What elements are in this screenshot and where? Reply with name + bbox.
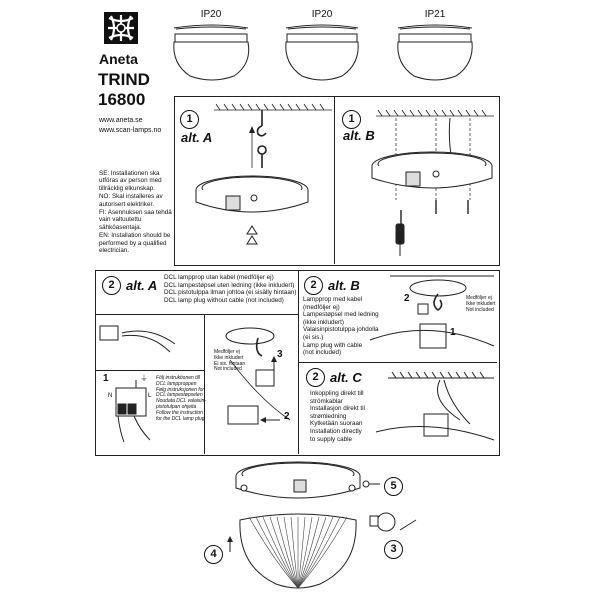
url-aneta[interactable]: www.aneta.se	[99, 117, 143, 124]
final-fixture	[236, 462, 360, 498]
url-scan-lamps[interactable]: www.scan-lamps.no	[99, 127, 162, 134]
product-name: TRIND	[98, 70, 150, 89]
step2a-callout-1: 1	[103, 373, 109, 384]
light-bulb-icon	[370, 513, 395, 531]
variant-label-1: IP20	[200, 9, 222, 20]
final-number-4: 4	[204, 545, 223, 564]
warning-se: SE: Installationen ska utföras av person med tillräcklig elkunskap.	[99, 170, 162, 192]
step2a-alt: alt. A	[126, 278, 158, 293]
step2c-number: 2	[306, 368, 325, 387]
warning-no: NO: Skal installeres av autorisert elektriker.	[99, 193, 163, 208]
bulb-arrow	[400, 520, 416, 530]
terminal-l: L	[148, 393, 152, 399]
final-number-5: 5	[384, 477, 403, 496]
terminal-earth: ⏚	[140, 374, 148, 383]
step2a-caption: DCL lampprop utan kabel (medföljer ej) DCL lampestøpsel uten ledning (ikke inkludert) DCL pistotulppa ilman johtoa (ei sisälly hintaan) DCL lamp plug without cable (not included)	[164, 274, 297, 304]
step2b-callout-1: 1	[450, 327, 456, 338]
step1a-alt: alt. A	[181, 130, 213, 145]
brand-name: Aneta	[99, 51, 138, 67]
step2c-caption: Inkoppling direkt till strömkablar Installasjon direkt til strømledning Kytketään suoraan Installation directly to supply cable	[310, 390, 365, 443]
final-number-3: 3	[384, 540, 403, 559]
step2a-not-included: Medföljer ej Ikke inkludert Ei sis. hintaan Not included	[214, 349, 246, 373]
step1a-number: 1	[180, 110, 199, 129]
step1b-alt: alt. B	[343, 128, 375, 143]
product-code: 16800	[98, 90, 146, 109]
step2a-callout-3: 3	[277, 349, 283, 360]
terminal-n: N	[108, 393, 113, 399]
step2c-alt: alt. C	[330, 370, 362, 385]
screw-icon	[363, 481, 380, 487]
step2a-number: 2	[102, 276, 121, 295]
variant-label-2: IP20	[311, 9, 333, 20]
dcl-follow-instructions: Följ instruktionen till DCL lampproppen Følg instruksjonen for DCL lampestøpselen Noudata DCL valaisin- pistotulpan ohjeita Follow the instruction for the DCL lamp plug	[156, 375, 206, 422]
step1b-number: 1	[342, 110, 361, 129]
step2b-alt: alt. B	[328, 278, 360, 293]
step2b-number: 2	[304, 276, 323, 295]
step2b-callout-2: 2	[404, 293, 410, 304]
variant-label-3: IP21	[424, 9, 446, 20]
step2b-not-included: Medföljer ej Ikke inkludert Not included	[466, 295, 496, 313]
warning-en: EN: Installation should be performed by a qualified electrician.	[99, 232, 171, 255]
step2b-caption: Lampprop med kabel (medföljer ej) Lampestøpsel med ledning (ikke inkludert) Valaisinpistotulppa johdolla (ei sis.) Lamp plug with cable (not included)	[303, 296, 379, 357]
warning-fi: FI: Asennuksen saa tehdä vain valtuutettu sähköasentaja.	[99, 209, 172, 231]
step2a-callout-2: 2	[284, 411, 290, 422]
